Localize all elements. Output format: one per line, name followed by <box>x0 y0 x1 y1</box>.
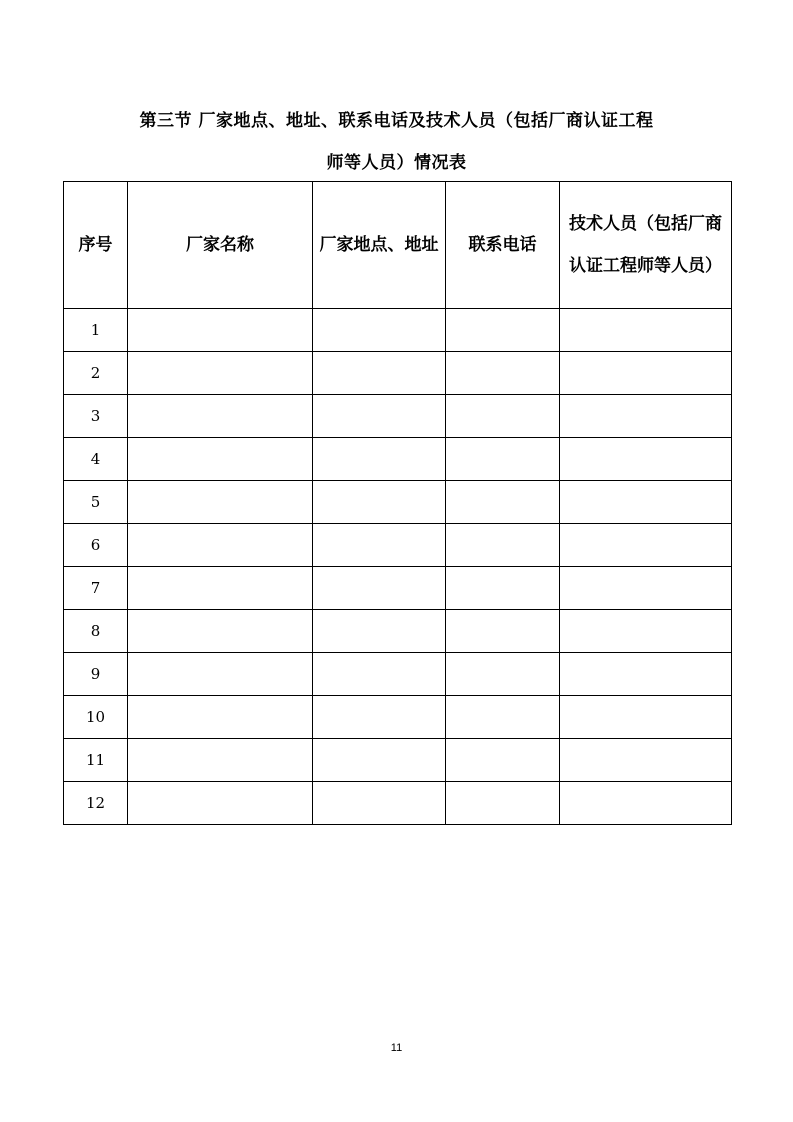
row-number-cell: 4 <box>64 438 128 481</box>
table-row <box>64 352 732 395</box>
contact-phone-cell <box>446 524 560 567</box>
contact-phone-cell <box>446 352 560 395</box>
technical-staff-cell <box>560 395 732 438</box>
manufacturer-name-cell <box>128 309 313 352</box>
header-manufacturer-address-label: 厂家地点、地址 <box>319 235 439 255</box>
technical-staff-cell <box>560 610 732 653</box>
manufacturer-address-cell <box>313 696 446 739</box>
table-row <box>64 395 732 438</box>
row-number-cell: 2 <box>64 352 128 395</box>
technical-staff-cell <box>560 352 732 395</box>
manufacturer-name-cell <box>128 782 313 825</box>
row-number-cell: 5 <box>64 481 128 524</box>
table-row <box>64 438 732 481</box>
manufacturer-name-cell <box>128 653 313 696</box>
header-manufacturer-address <box>313 182 446 309</box>
contact-phone-cell <box>446 653 560 696</box>
manufacturer-name-cell <box>128 739 313 782</box>
manufacturer-name-cell <box>128 567 313 610</box>
table-header-row <box>64 182 732 309</box>
row-number-cell: 7 <box>64 567 128 610</box>
header-technical-staff-label: 技术人员（包括厂商认证工程师等人员） <box>569 214 722 276</box>
row-number-cell: 1 <box>64 309 128 352</box>
contact-phone-cell <box>446 567 560 610</box>
manufacturer-address-cell <box>313 610 446 653</box>
table-row <box>64 696 732 739</box>
contact-phone-cell <box>446 696 560 739</box>
contact-phone-cell <box>446 481 560 524</box>
row-number-cell: 8 <box>64 610 128 653</box>
manufacturer-name-cell <box>128 395 313 438</box>
header-contact-phone <box>446 182 560 309</box>
manufacturer-name-cell <box>128 438 313 481</box>
table-row <box>64 610 732 653</box>
manufacturer-name-cell <box>128 352 313 395</box>
manufacturer-address-cell <box>313 524 446 567</box>
contact-phone-cell <box>446 782 560 825</box>
manufacturer-address-cell <box>313 438 446 481</box>
table-row <box>64 567 732 610</box>
manufacturer-address-cell <box>313 567 446 610</box>
manufacturer-address-cell <box>313 739 446 782</box>
contact-phone-cell <box>446 739 560 782</box>
row-number-cell: 3 <box>64 395 128 438</box>
row-number-cell: 11 <box>64 739 128 782</box>
header-contact-phone-label: 联系电话 <box>468 235 537 255</box>
technical-staff-cell <box>560 567 732 610</box>
manufacturer-address-cell <box>313 352 446 395</box>
manufacturer-address-cell <box>313 481 446 524</box>
header-technical-staff <box>560 182 732 309</box>
manufacturer-info-table <box>63 181 732 825</box>
header-serial-number-label: 序号 <box>78 235 113 255</box>
contact-phone-cell <box>446 309 560 352</box>
manufacturer-address-cell <box>313 309 446 352</box>
technical-staff-cell <box>560 653 732 696</box>
technical-staff-cell <box>560 481 732 524</box>
table-row <box>64 653 732 696</box>
table-title-line-2: 师等人员）情况表 <box>326 153 467 173</box>
manufacturer-name-cell <box>128 481 313 524</box>
technical-staff-cell <box>560 696 732 739</box>
row-number-cell: 12 <box>64 782 128 825</box>
row-number-cell: 9 <box>64 653 128 696</box>
header-manufacturer-name <box>128 182 313 309</box>
table-row <box>64 481 732 524</box>
technical-staff-cell <box>560 524 732 567</box>
header-serial-number <box>64 182 128 309</box>
manufacturer-address-cell <box>313 653 446 696</box>
table-row <box>64 309 732 352</box>
row-number-cell: 6 <box>64 524 128 567</box>
technical-staff-cell <box>560 782 732 825</box>
table-row <box>64 739 732 782</box>
contact-phone-cell <box>446 438 560 481</box>
header-manufacturer-name-label: 厂家名称 <box>186 235 254 255</box>
technical-staff-cell <box>560 739 732 782</box>
row-number-cell: 10 <box>64 696 128 739</box>
manufacturer-address-cell <box>313 395 446 438</box>
manufacturer-name-cell <box>128 610 313 653</box>
table-title-line-1: 第三节 厂家地点、地址、联系电话及技术人员（包括厂商认证工程 <box>139 111 654 131</box>
manufacturer-name-cell <box>128 524 313 567</box>
manufacturer-name-cell <box>128 696 313 739</box>
contact-phone-cell <box>446 610 560 653</box>
table-row <box>64 524 732 567</box>
technical-staff-cell <box>560 309 732 352</box>
manufacturer-address-cell <box>313 782 446 825</box>
table-row <box>64 782 732 825</box>
technical-staff-cell <box>560 438 732 481</box>
contact-phone-cell <box>446 395 560 438</box>
page-number: 11 <box>390 1042 403 1054</box>
